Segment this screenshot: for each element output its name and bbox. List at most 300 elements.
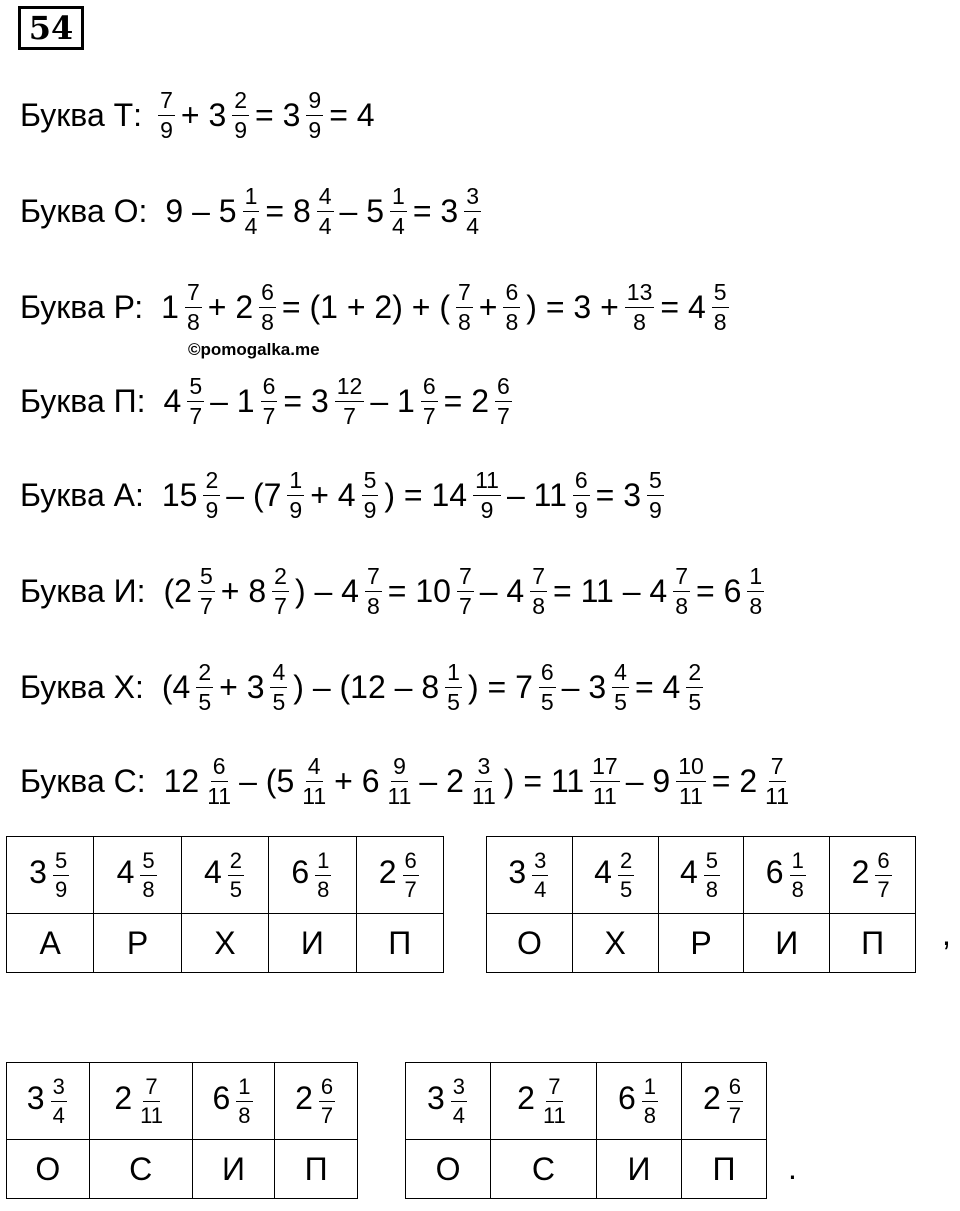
numerator: 7 (457, 564, 474, 592)
fraction (590, 754, 620, 809)
letter-label: Буква С: (20, 762, 146, 799)
denominator: 9 (308, 116, 322, 143)
numerator: 7 (365, 564, 382, 592)
numerator: 7 (546, 1075, 562, 1102)
whole-part: 3 (26, 1080, 45, 1117)
denominator: 5 (688, 688, 702, 715)
expression-text: + 6 (334, 762, 380, 799)
denominator: 7 (320, 1102, 334, 1128)
denominator: 4 (52, 1102, 65, 1128)
letter-label: Буква И: (20, 572, 146, 609)
expression-text: = 4 (634, 668, 681, 705)
fraction (243, 184, 260, 239)
expression-text: = 3 (412, 192, 459, 229)
numerator: 6 (875, 849, 891, 876)
answer-table-4 (405, 1062, 767, 1199)
numerator: 6 (261, 374, 278, 402)
fraction (686, 660, 703, 715)
denominator: 8 (713, 308, 727, 335)
expression-text: = 6 (695, 572, 742, 609)
expression-text: + (478, 288, 498, 325)
period-mark: . (788, 1150, 797, 1186)
letter-cell: П (275, 1140, 358, 1199)
denominator: 5 (272, 688, 286, 715)
numerator: 7 (456, 280, 473, 308)
answer-table-2 (486, 836, 916, 973)
mixed-number-cell (7, 1063, 90, 1140)
fraction (187, 374, 204, 429)
letter-label: Буква Т: (20, 96, 143, 133)
whole-part: 2 (295, 1080, 313, 1117)
fraction (464, 184, 481, 239)
numerator: 1 (642, 1075, 658, 1102)
numerator: 6 (539, 660, 556, 688)
denominator: 9 (234, 116, 248, 143)
letter-cell: Р (658, 914, 744, 973)
watermark: ©pomogalka.me (188, 340, 320, 359)
denominator: 11 (140, 1102, 163, 1128)
fraction (315, 849, 331, 902)
denominator: 4 (318, 212, 332, 239)
denominator: 11 (542, 1102, 566, 1128)
numerator: 1 (243, 184, 260, 212)
numerator: 9 (306, 88, 323, 116)
denominator: 8 (505, 308, 519, 335)
denominator: 11 (302, 782, 327, 809)
fraction (790, 849, 806, 902)
whole-part: 2 (114, 1080, 133, 1117)
letter-row (7, 914, 444, 973)
fraction (532, 849, 548, 902)
fraction (704, 849, 720, 902)
whole-part: 4 (679, 854, 698, 891)
letter-cell: П (356, 914, 443, 973)
fraction (158, 88, 175, 143)
numerator: 10 (676, 754, 706, 782)
denominator: 7 (274, 592, 287, 619)
letter-label: Буква Х: (20, 668, 144, 705)
fraction (270, 660, 287, 715)
equation-line (20, 366, 514, 436)
task-number: 54 (18, 6, 84, 50)
expression-text: + 3 (180, 96, 227, 133)
denominator: 8 (366, 592, 380, 619)
letter-cell: И (192, 1140, 275, 1199)
numerator: 2 (618, 849, 634, 876)
whole-part: 3 (426, 1080, 445, 1117)
expression-text: = (1 + 2) + ( (281, 288, 450, 325)
fraction (138, 1075, 165, 1128)
letter-label: Буква О: (20, 192, 148, 229)
denominator: 11 (765, 782, 790, 809)
letter-cell: С (491, 1140, 597, 1199)
expression-text: ) – 4 (294, 572, 359, 609)
denominator: 5 (540, 688, 554, 715)
letter-cell: И (596, 1140, 681, 1199)
expression-text: – 1 (370, 382, 415, 419)
expression-text: ) = 11 (503, 762, 585, 799)
mixed-number-cell (744, 837, 830, 914)
denominator: 8 (675, 592, 688, 619)
numerator: 6 (573, 468, 590, 496)
numerator: 5 (198, 564, 215, 592)
numerator: 7 (143, 1075, 159, 1102)
mixed-number-cell (181, 837, 268, 914)
denominator: 8 (142, 876, 155, 902)
expression-text: ) = 7 (467, 668, 533, 705)
fraction (319, 1075, 335, 1128)
numerator: 1 (747, 564, 764, 592)
mixed-number-row (487, 837, 916, 914)
fraction (185, 280, 202, 335)
denominator: 5 (198, 688, 212, 715)
expression-text: 9 – 5 (165, 192, 237, 229)
numerator: 1 (445, 660, 462, 688)
whole-part: 2 (517, 1080, 535, 1117)
numerator: 2 (196, 660, 213, 688)
numerator: 5 (712, 280, 729, 308)
letter-cell: О (487, 914, 573, 973)
fraction (647, 468, 664, 523)
denominator: 11 (387, 782, 412, 809)
mixed-number-cell (830, 837, 916, 914)
expression-text: – 9 (625, 762, 671, 799)
whole-part: 2 (851, 854, 870, 891)
numerator: 1 (236, 1075, 252, 1102)
letter-cell: Р (94, 914, 181, 973)
denominator: 8 (643, 1102, 656, 1128)
denominator: 7 (199, 592, 213, 619)
mixed-number-cell (7, 837, 94, 914)
whole-part: 6 (765, 854, 784, 891)
denominator: 8 (238, 1102, 251, 1128)
denominator: 9 (574, 496, 588, 523)
mixed-number-cell (491, 1063, 597, 1140)
expression-text: (2 (163, 572, 192, 609)
fraction (261, 374, 278, 429)
numerator: 4 (612, 660, 629, 688)
letter-cell: И (269, 914, 356, 973)
numerator: 2 (686, 660, 703, 688)
denominator: 7 (458, 592, 472, 619)
fraction (875, 849, 891, 902)
fraction (140, 849, 156, 902)
equation-line (20, 80, 379, 150)
fraction (287, 468, 304, 523)
numerator: 1 (287, 468, 304, 496)
fraction (618, 849, 634, 902)
whole-part: 2 (378, 854, 397, 891)
numerator: 7 (530, 564, 547, 592)
fraction (625, 280, 655, 335)
expression-text: + 8 (220, 572, 267, 609)
answer-table-1 (6, 836, 444, 973)
whole-part: 3 (508, 854, 527, 891)
whole-part: 2 (702, 1080, 721, 1117)
answer-table-3 (6, 1062, 358, 1199)
fraction (673, 564, 690, 619)
letter-cell: С (89, 1140, 192, 1199)
denominator: 9 (480, 496, 494, 523)
expression-text: = 3 (283, 382, 329, 419)
expression-text: 15 (161, 476, 198, 513)
mixed-number-cell (192, 1063, 275, 1140)
denominator: 5 (229, 876, 242, 902)
fraction (306, 88, 323, 143)
expression-text: – 1 (210, 382, 255, 419)
fraction (300, 754, 328, 809)
fraction (365, 564, 382, 619)
letter-cell: Х (572, 914, 658, 973)
mixed-number-row (7, 1063, 358, 1140)
fraction (642, 1075, 658, 1128)
numerator: 5 (362, 468, 379, 496)
numerator: 5 (187, 374, 204, 402)
numerator: 5 (647, 468, 664, 496)
expression-text: = 10 (387, 572, 451, 609)
mixed-number-cell (275, 1063, 358, 1140)
denominator: 7 (343, 402, 356, 429)
denominator: 4 (534, 876, 547, 902)
expression-text: – 2 (419, 762, 464, 799)
denominator: 8 (705, 876, 719, 902)
mixed-number-row (406, 1063, 767, 1140)
numerator: 9 (391, 754, 408, 782)
equation-line (20, 746, 793, 816)
mixed-number-cell (681, 1063, 766, 1140)
fraction (451, 1075, 467, 1128)
fraction (205, 754, 233, 809)
fraction (457, 564, 474, 619)
fraction (541, 1075, 568, 1128)
equation-line (20, 556, 766, 626)
fraction (676, 754, 706, 809)
fraction (362, 468, 379, 523)
fraction (456, 280, 473, 335)
letter-cell: Х (181, 914, 268, 973)
fraction (763, 754, 791, 809)
denominator: 5 (447, 688, 460, 715)
denominator: 11 (592, 782, 617, 809)
expression-text: (4 (161, 668, 191, 705)
denominator: 4 (466, 212, 479, 239)
comma-mark: , (942, 916, 951, 952)
denominator: 8 (532, 592, 546, 619)
whole-part: 3 (29, 854, 47, 891)
fraction (198, 564, 215, 619)
fraction (573, 468, 590, 523)
expression-text: + 4 (310, 476, 356, 513)
numerator: 4 (270, 660, 287, 688)
whole-part: 4 (116, 854, 135, 891)
mixed-number-cell (89, 1063, 192, 1140)
expression-text: = 3 (255, 96, 301, 133)
numerator: 12 (335, 374, 365, 402)
fraction (495, 374, 512, 429)
fraction (747, 564, 764, 619)
numerator: 4 (317, 184, 334, 212)
numerator: 3 (51, 1075, 67, 1102)
fraction (272, 564, 289, 619)
denominator: 4 (244, 212, 258, 239)
numerator: 7 (673, 564, 690, 592)
denominator: 5 (619, 876, 633, 902)
fraction (403, 849, 419, 902)
letter-label: Буква А: (20, 476, 144, 513)
expression-text: ) – (12 – 8 (293, 668, 440, 705)
numerator: 6 (503, 280, 520, 308)
mixed-number-cell (487, 837, 573, 914)
expression-text: = 8 (265, 192, 311, 229)
denominator: 9 (54, 876, 68, 902)
fraction (390, 184, 407, 239)
mixed-number-cell (572, 837, 658, 914)
fraction (53, 849, 69, 902)
denominator: 11 (679, 782, 703, 809)
numerator: 3 (451, 1075, 467, 1102)
letter-cell: О (406, 1140, 491, 1199)
denominator: 7 (189, 402, 203, 429)
mixed-number-cell (406, 1063, 491, 1140)
expression-text: + 2 (207, 288, 254, 325)
denominator: 4 (452, 1102, 466, 1128)
denominator: 9 (160, 116, 173, 143)
expression-text: – 4 (479, 572, 525, 609)
numerator: 4 (306, 754, 323, 782)
letter-row (487, 914, 916, 973)
denominator: 8 (633, 308, 646, 335)
numerator: 7 (769, 754, 786, 782)
numerator: 6 (403, 849, 419, 876)
expression-text: = 4 (660, 288, 706, 325)
letter-row (406, 1140, 767, 1199)
fraction (712, 280, 729, 335)
denominator: 9 (363, 496, 377, 523)
letter-label: Буква Р: (20, 288, 144, 325)
fraction (259, 280, 276, 335)
letter-cell: И (744, 914, 830, 973)
expression-text: – 5 (339, 192, 385, 229)
numerator: 2 (272, 564, 289, 592)
fraction (203, 468, 220, 523)
numerator: 3 (475, 754, 492, 782)
denominator: 9 (205, 496, 219, 523)
expression-text: = 2 (443, 382, 490, 419)
numerator: 6 (211, 754, 228, 782)
denominator: 4 (392, 212, 405, 239)
letter-cell: П (830, 914, 916, 973)
expression-text: = 4 (329, 96, 375, 133)
expression-text: 4 (163, 382, 182, 419)
denominator: 11 (207, 782, 232, 809)
mixed-number-cell (94, 837, 181, 914)
letter-cell: П (681, 1140, 766, 1199)
fraction (503, 280, 520, 335)
numerator: 6 (421, 374, 438, 402)
fraction (317, 184, 334, 239)
fraction (473, 468, 501, 523)
expression-text: ) = 14 (384, 476, 468, 513)
denominator: 9 (289, 496, 303, 523)
expression-text: – 3 (561, 668, 607, 705)
equation-line (20, 176, 483, 246)
numerator: 5 (704, 849, 720, 876)
fraction (530, 564, 547, 619)
letter-row (7, 1140, 358, 1199)
numerator: 2 (203, 468, 220, 496)
mixed-number-cell (356, 837, 443, 914)
denominator: 8 (458, 308, 471, 335)
mixed-number-cell (658, 837, 744, 914)
numerator: 1 (790, 849, 806, 876)
whole-part: 4 (203, 854, 222, 891)
equation-line (20, 652, 705, 722)
fraction (228, 849, 244, 902)
denominator: 7 (728, 1102, 741, 1128)
denominator: 7 (262, 402, 276, 429)
fraction (421, 374, 438, 429)
expression-text: = 11 – 4 (553, 572, 668, 609)
denominator: 8 (186, 308, 200, 335)
expression-text: – (5 (239, 762, 295, 799)
expression-text: 1 (161, 288, 179, 325)
fraction (727, 1075, 743, 1128)
denominator: 7 (404, 876, 417, 902)
denominator: 7 (877, 876, 890, 902)
fraction (196, 660, 213, 715)
fraction (236, 1075, 252, 1128)
numerator: 2 (228, 849, 244, 876)
denominator: 8 (261, 308, 274, 335)
letter-label: Буква П: (20, 382, 146, 419)
expression-text: + 3 (219, 668, 265, 705)
numerator: 11 (473, 468, 501, 496)
numerator: 6 (319, 1075, 335, 1102)
numerator: 2 (232, 88, 249, 116)
mixed-number-row (7, 837, 444, 914)
expression-text: = 2 (711, 762, 758, 799)
fraction (445, 660, 462, 715)
numerator: 1 (390, 184, 407, 212)
numerator: 7 (158, 88, 175, 116)
denominator: 5 (614, 688, 627, 715)
numerator: 3 (532, 849, 548, 876)
numerator: 6 (495, 374, 512, 402)
letter-cell: О (7, 1140, 90, 1199)
expression-text: 12 (163, 762, 200, 799)
equation-line (20, 460, 666, 530)
numerator: 1 (315, 849, 331, 876)
numerator: 3 (464, 184, 481, 212)
numerator: 6 (727, 1075, 743, 1102)
denominator: 11 (471, 782, 496, 809)
whole-part: 6 (617, 1080, 636, 1117)
fraction (539, 660, 556, 715)
denominator: 8 (749, 592, 763, 619)
expression-text: – 11 (506, 476, 567, 513)
denominator: 7 (497, 402, 510, 429)
whole-part: 4 (594, 854, 612, 891)
numerator: 5 (53, 849, 69, 876)
fraction (335, 374, 365, 429)
numerator: 17 (590, 754, 620, 782)
expression-text: = 3 (595, 476, 642, 513)
denominator: 8 (791, 876, 804, 902)
fraction (470, 754, 498, 809)
fraction (386, 754, 414, 809)
whole-part: 6 (212, 1080, 231, 1117)
mixed-number-cell (269, 837, 356, 914)
